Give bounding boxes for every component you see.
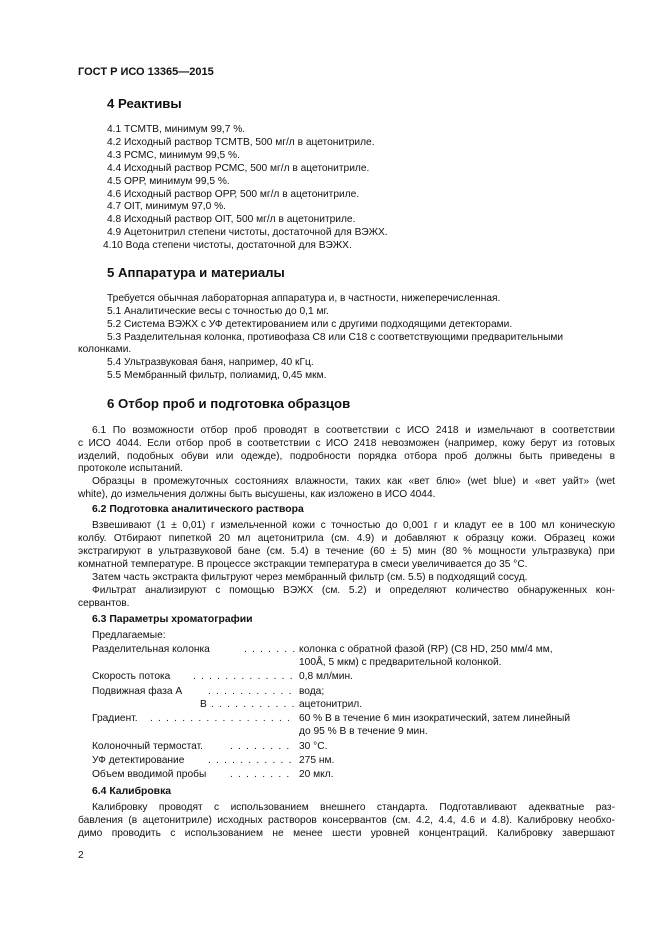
section-4-heading: 4 Реактивы xyxy=(107,96,182,111)
list-item: 5.2 Система ВЭЖХ с УФ детектированием или с другими подходящими детекторами. xyxy=(107,319,513,330)
paragraph-line: 6.1 По возможности отбор проб проводят в соответствии с ИСО 2418 и измельчают в соответствии xyxy=(92,425,615,436)
paragraph-line: Затем часть экстракта фильтруют через мембранный фильтр (см. 5.5) в подходящий сосуд. xyxy=(92,572,528,583)
param-value: 30 °С. xyxy=(299,741,328,752)
list-item: 4.7 OIT, минимум 97,0 %. xyxy=(107,201,226,212)
list-item: 5.3 Разделительная колонка, противофаза С8 или С18 с соответствующими предварительными xyxy=(107,332,564,343)
list-item: 5.1 Аналитические весы с точностью до 0,1 мг. xyxy=(107,306,329,317)
paragraph-line: изделий, подобных обуви или одежде), подробности порядка отбора проб должны быть приведены в xyxy=(78,451,615,462)
list-item: 4.2 Исходный раствор ТСМТВ, 500 мг/л в ацетонитриле. xyxy=(107,137,375,148)
list-item: 4.4 Исходный раствор РСМС, 500 мг/л в ацетонитриле. xyxy=(107,163,370,174)
list-item: 4.6 Исходный раствор ОРР, 500 мг/л в ацетонитриле. xyxy=(107,189,360,200)
param-label: УФ детектирование xyxy=(92,755,185,766)
param-value: 0,8 мл/мин. xyxy=(299,671,353,682)
param-leader: . . . . . . . . xyxy=(230,741,291,752)
list-item: 4.10 Вода степени чистоты, достаточной для ВЭЖХ. xyxy=(103,240,352,251)
page-number: 2 xyxy=(78,850,84,861)
param-leader: . . . . . . . . xyxy=(230,769,291,780)
list-item: 4.9 Ацетонитрил степени чистоты, достаточной для ВЭЖХ. xyxy=(107,227,388,238)
paragraph-line: white), до измельчения должны быть высушены, как изложено в ИСО 4044. xyxy=(78,489,436,500)
paragraph-line: Калибровку проводят с использованием внешнего стандарта. Подготавливают адекватные раз- xyxy=(92,802,615,813)
paragraph-line: Взвешивают (1 ± 0,01) г измельченной кожи с точностью до 0,001 г и кладут ее в 100 мл коническую xyxy=(92,520,615,531)
param-leader: . . . . . . . . . . . xyxy=(208,755,293,766)
list-item-continuation: колонками. xyxy=(78,344,132,355)
paragraph-line: протоколе испытаний. xyxy=(78,463,183,474)
param-value: ацетонитрил. xyxy=(299,699,363,710)
param-value: 275 нм. xyxy=(299,755,335,766)
subsection-6-2-heading: 6.2 Подготовка аналитического раствора xyxy=(92,504,304,515)
param-leader: . . . . . . . . . . . xyxy=(211,699,296,710)
param-leader: . . . . . . . . . . . . . xyxy=(193,671,294,682)
param-leader: . . . . . . . xyxy=(244,644,297,655)
param-leader: . . . . . . . . . . . xyxy=(208,686,293,697)
param-label: Градиент. xyxy=(92,713,138,724)
paragraph-line: Фильтрат анализируют с помощью ВЭЖХ (см. 5.2) и определяют количество обнаруженных кон- xyxy=(92,585,615,596)
param-leader: . . . . . . . . . . . . . . . . . . xyxy=(150,713,292,724)
subsection-6-4-heading: 6.4 Калибровка xyxy=(92,786,172,797)
paragraph-line: экстрагируют в ультразвуковой бане (см. 5.4) в течение (60 ± 5) мин (80 % мощности ультразвука) при xyxy=(78,546,615,557)
paragraph-line: димо проводить с использованием не менее шести уровней концентраций. Калибровку завершают xyxy=(78,828,615,839)
paragraph-line: комнатной температуре. В процессе экстракции температура в смеси увеличивается до 35 °С. xyxy=(78,559,528,570)
param-value-continuation: 100Å, 5 мкм) с предварительной колонкой. xyxy=(299,657,502,668)
param-value: 20 мкл. xyxy=(299,769,334,780)
paragraph-line: колбу. Отбирают пипеткой 20 мл ацетонитрила (см. 4.9) и добавляют к образцу кожи. Образец кожи xyxy=(78,533,615,544)
paragraph-line: сервантов. xyxy=(78,598,130,609)
param-value-continuation: до 95 % В в течение 9 мин. xyxy=(299,726,428,737)
list-item: 4.8 Исходный раствор OIT, 500 мг/л в ацетонитриле. xyxy=(107,214,356,225)
document-header: ГОСТ Р ИСО 13365—2015 xyxy=(78,66,214,78)
paragraph: Требуется обычная лабораторная аппаратура и, в частности, нижеперечисленная. xyxy=(107,293,501,304)
subsection-6-3-heading: 6.3 Параметры хроматографии xyxy=(92,614,253,625)
list-item: 4.5 ОРР, минимум 99,5 %. xyxy=(107,176,230,187)
param-label: Объем вводимой пробы xyxy=(92,769,207,780)
param-label: В xyxy=(200,699,207,710)
section-6-heading: 6 Отбор проб и подготовка образцов xyxy=(107,396,351,411)
paragraph-line: с ИСО 4044. Если отбор проб в соответствии с ИСО 2418 невозможен (например, кожу берут из готовых xyxy=(78,438,615,449)
param-label: Разделительная колонка xyxy=(92,644,210,655)
param-label: Колоночный термостат. xyxy=(92,741,203,752)
param-value: вода; xyxy=(299,686,325,697)
param-label: Подвижная фаза А xyxy=(92,686,183,697)
list-item: 5.4 Ультразвуковая баня, например, 40 кГц. xyxy=(107,357,314,368)
paragraph-line: бавления (в ацетонитриле) исходных растворов консервантов (см. 4.2, 4.4, 4.6 и 4.8). Калибровку необхо- xyxy=(78,815,615,826)
list-item: 5.5 Мембранный фильтр, полиамид, 0,45 мкм. xyxy=(107,370,327,381)
list-item: 4.1 ТСМТВ, минимум 99,7 %. xyxy=(107,124,246,135)
param-label: Скорость потока xyxy=(92,671,171,682)
paragraph-line: Образцы в промежуточных состояниях влажности, таких как «вет блю» (wet blue) и «вет уайт» (wet xyxy=(92,476,615,487)
section-5-heading: 5 Аппаратура и материалы xyxy=(107,265,285,280)
param-value: 60 % В в течение 6 мин изократический, затем линейный xyxy=(299,713,571,724)
params-intro: Предлагаемые: xyxy=(92,630,166,641)
list-item: 4.3 РСМС, минимум 99,5 %. xyxy=(107,150,240,161)
param-value: колонка с обратной фазой (RP) (C8 HD, 250 мм/4 мм, xyxy=(299,644,553,655)
